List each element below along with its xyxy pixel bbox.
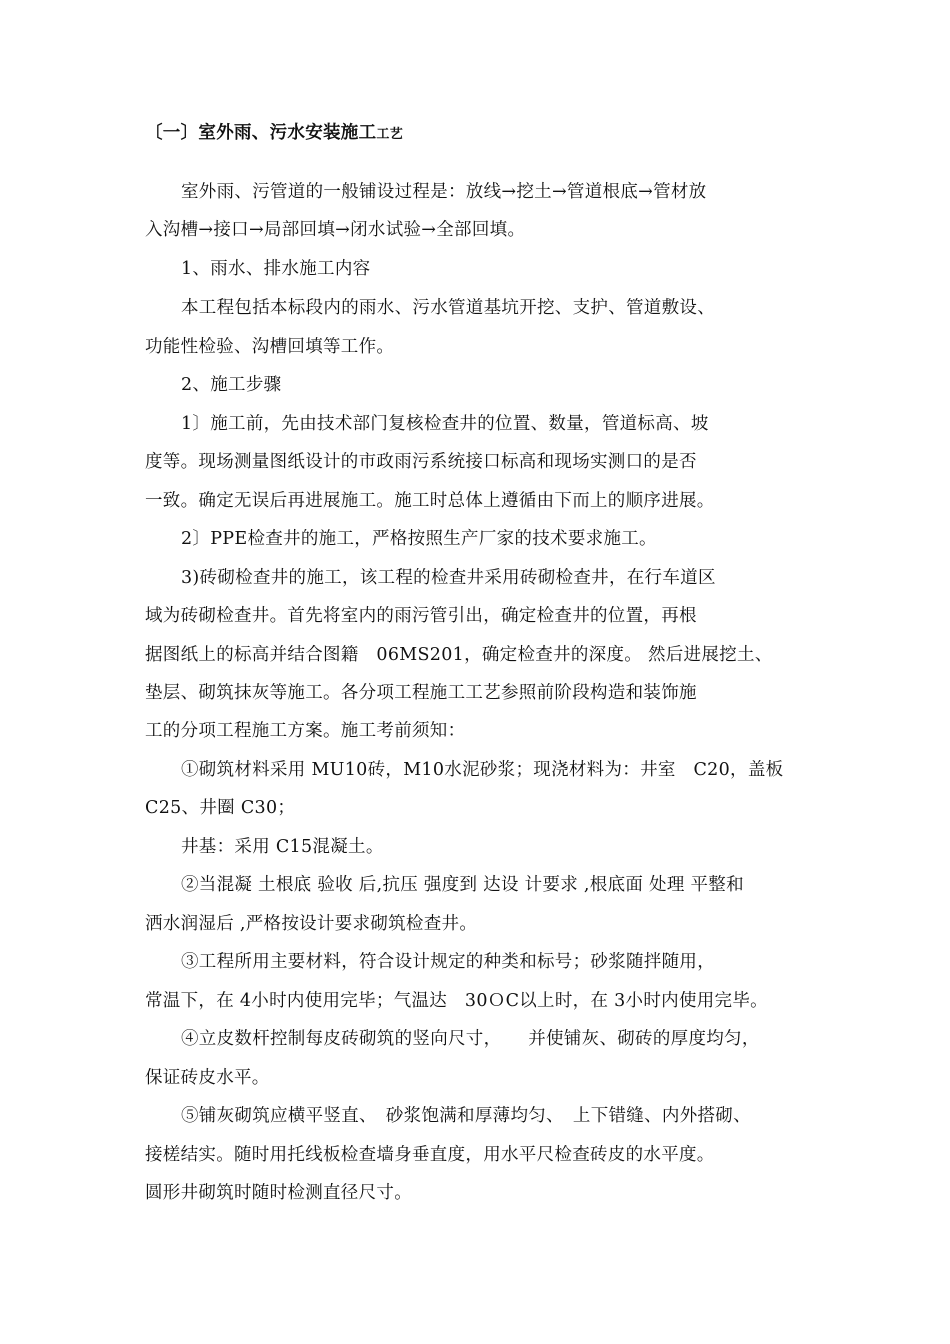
paragraph-line: 本工程包括本标段内的雨水、污水管道基坑开挖、支护、管道敷设、 <box>181 298 715 318</box>
section-heading-main: 〔一〕室外雨、污水安装施工 <box>145 123 377 143</box>
list-item-line: ①砌筑材料采用 MU10砖，M10水泥砂浆；现浇材料为：井室 C20，盖板 <box>181 760 784 780</box>
paragraph-line: 井基：采用 C15混凝土。 <box>181 837 384 857</box>
section-heading <box>145 121 403 147</box>
list-item-line: 保证砖皮水平。 <box>145 1068 270 1088</box>
subheading-line: 2、施工步骤 <box>181 375 282 395</box>
list-item-line: 圆形井砌筑时随时检测直径尺寸。 <box>145 1183 412 1203</box>
section-heading-tail: 工艺 <box>376 127 404 142</box>
paragraph-line: 据图纸上的标高并结合图籍 06MS201，确定检查井的深度。 然后进展挖土、 <box>145 645 773 665</box>
paragraph-line: 室外雨、污管道的一般铺设过程是：放线→挖土→管道根底→管材放 <box>181 182 707 202</box>
list-item-line: 接槎结实。随时用托线板检查墙身垂直度，用水平尺检查砖皮的水平度。 <box>145 1145 715 1165</box>
paragraph-line: 度等。现场测量图纸设计的市政雨污系统接口标高和现场实测口的是否 <box>145 452 697 472</box>
list-item-line: ④立皮数杆控制每皮砖砌筑的竖向尺寸， 并使铺灰、砌砖的厚度均匀， <box>181 1029 760 1049</box>
paragraph-line: 入沟槽→接口→局部回填→闭水试验→全部回填。 <box>145 220 526 240</box>
list-item-line: 常温下，在 4小时内使用完毕；气温达 30ＯC以上时，在 3小时内使用完毕。 <box>145 991 768 1011</box>
paragraph-line: 2〕PPE检查井的施工，严格按照生产厂家的技术要求施工。 <box>181 529 657 549</box>
list-item-line: C25、井圈 C30； <box>145 798 296 818</box>
paragraph-line: 3)砖砌检查井的施工，该工程的检查井采用砖砌检查井，在行车道区 <box>181 568 716 588</box>
list-item-line: ③工程所用主要材料，符合设计规定的种类和标号；砂浆随拌随用， <box>181 952 715 972</box>
paragraph-line: 功能性检验、沟槽回填等工作。 <box>145 337 395 357</box>
paragraph-line: 一致。确定无误后再进展施工。施工时总体上遵循由下而上的顺序进展。 <box>145 491 715 511</box>
paragraph-line: 域为砖砌检查井。首先将室内的雨污管引出，确定检查井的位置，再根 <box>145 606 697 626</box>
list-item-line: ⑤铺灰砌筑应横平竖直、 砂浆饱满和厚薄均匀、 上下错缝、内外搭砌、 <box>181 1106 751 1126</box>
paragraph-line: 1〕施工前，先由技术部门复核检查井的位置、数量，管道标高、坡 <box>181 414 709 434</box>
paragraph-line: 工的分项工程施工方案。施工考前须知： <box>145 721 466 741</box>
list-item-line: 洒水润湿后 ,严格按设计要求砌筑检查井。 <box>145 914 478 934</box>
paragraph-line: 垫层、砌筑抹灰等施工。各分项工程施工工艺参照前阶段构造和装饰施 <box>145 683 697 703</box>
subheading-line: 1、雨水、排水施工内容 <box>181 259 371 279</box>
list-item-line: ②当混凝 土根底 验收 后,抗压 强度到 达设 计要求 ,根底面 处理 平整和 <box>181 875 744 895</box>
